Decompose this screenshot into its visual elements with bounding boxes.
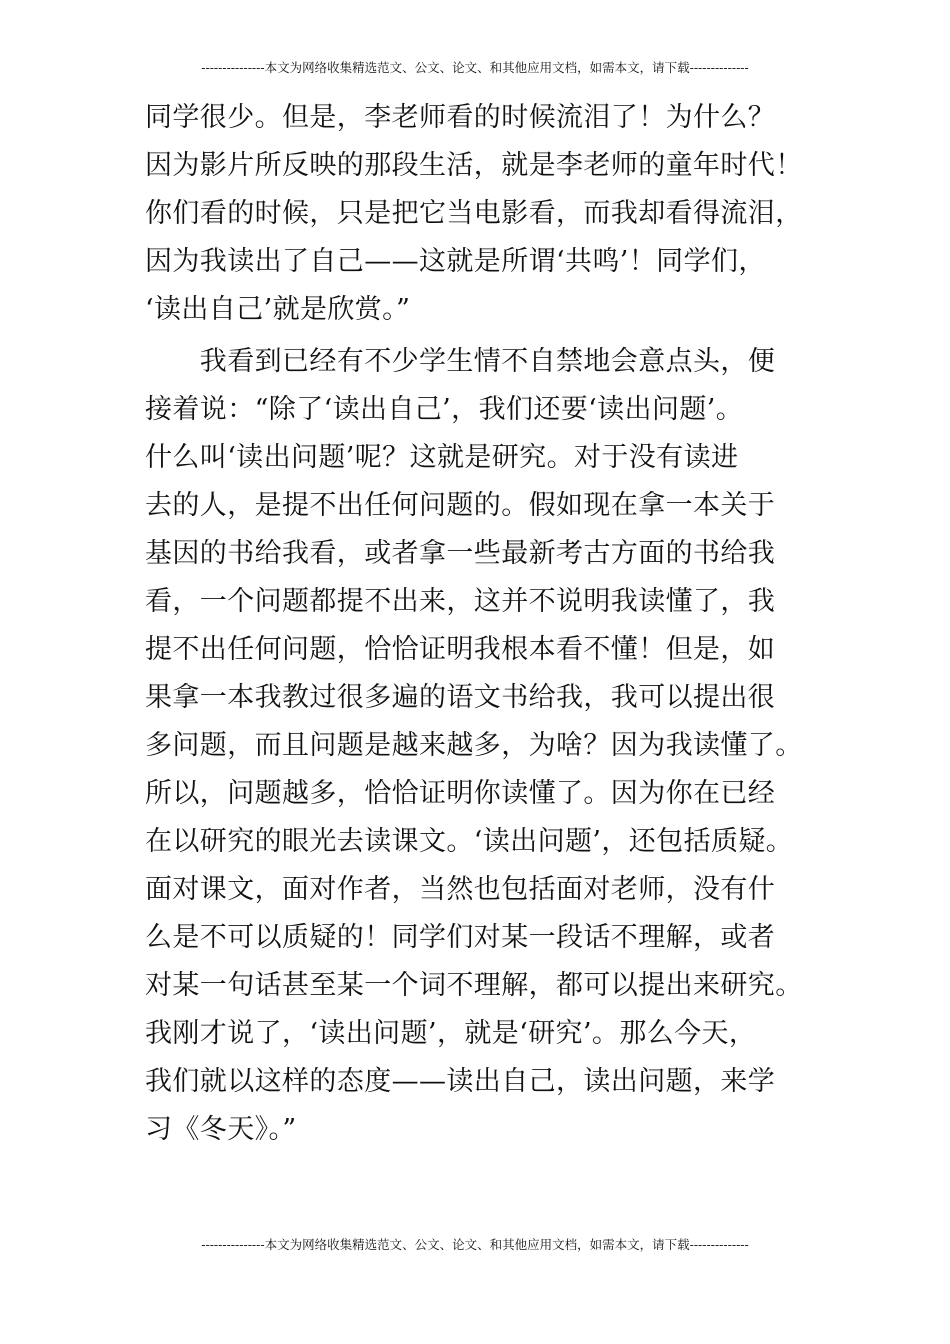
text-line: 我们就以这样的态度——读出自己，读出问题，来学 <box>145 1066 776 1097</box>
text-line: 么是不可以质疑的！同学们对某一段话不理解，或者 <box>145 922 776 953</box>
text-line: 什么叫‘读出问题’呢？这就是研究。对于没有读进 <box>145 442 739 473</box>
text-line: 在以研究的眼光去读课文。‘读出问题’，还包括质疑。 <box>145 826 794 857</box>
document-body <box>145 94 815 1154</box>
text-line: 去的人，是提不出任何问题的。假如现在拿一本关于 <box>145 490 776 521</box>
text-line: 所以，问题越多，恰恰证明你读懂了。因为你在已经 <box>145 778 776 809</box>
paragraph-2 <box>145 338 815 1154</box>
text-line: 习《冬天》。” <box>145 1114 297 1145</box>
text-line: 对某一句话甚至某一个词不理解，都可以提出来研究。 <box>145 970 803 1001</box>
text-line: 你们看的时候，只是把它当电影看，而我却看得流泪， <box>145 198 803 229</box>
paragraph-1 <box>145 94 815 334</box>
text-line: ‘读出自己’就是欣赏。” <box>145 294 411 325</box>
text-line: 基因的书给我看，或者拿一些最新考古方面的书给我 <box>145 538 776 569</box>
text-line: 面对课文，面对作者，当然也包括面对老师，没有什 <box>145 874 776 905</box>
header-banner: ---------------本文为网络收集精选范文、公文、论文、和其他应用文档，如需本文，请下载-------------- <box>201 60 749 75</box>
text-line: 同学很少。但是，李老师看的时候流泪了！为什么？ <box>145 102 776 133</box>
text-line: 我刚才说了，‘读出问题’，就是‘研究’。那么今天， <box>145 1018 757 1049</box>
text-line: 多问题，而且问题是越来越多，为啥？因为我读懂了。 <box>145 730 803 761</box>
text-line: 因为影片所反映的那段生活，就是李老师的童年时代！ <box>145 150 803 181</box>
text-line: 提不出任何问题，恰恰证明我根本看不懂！但是，如 <box>145 634 776 665</box>
text-line: 因为我读出了自己——这就是所谓‘共鸣’！同学们， <box>145 246 766 277</box>
text-line: 我看到已经有不少学生情不自禁地会意点头，便 <box>145 346 776 377</box>
footer-banner: ---------------本文为网络收集精选范文、公文、论文、和其他应用文档，如需本文，请下载-------------- <box>201 1237 749 1252</box>
text-line: 果拿一本我教过很多遍的语文书给我，我可以提出很 <box>145 682 776 713</box>
text-line: 看，一个问题都提不出来，这并不说明我读懂了，我 <box>145 586 776 617</box>
text-line: 接着说：“除了‘读出自己’，我们还要‘读出问题’。 <box>145 394 744 425</box>
